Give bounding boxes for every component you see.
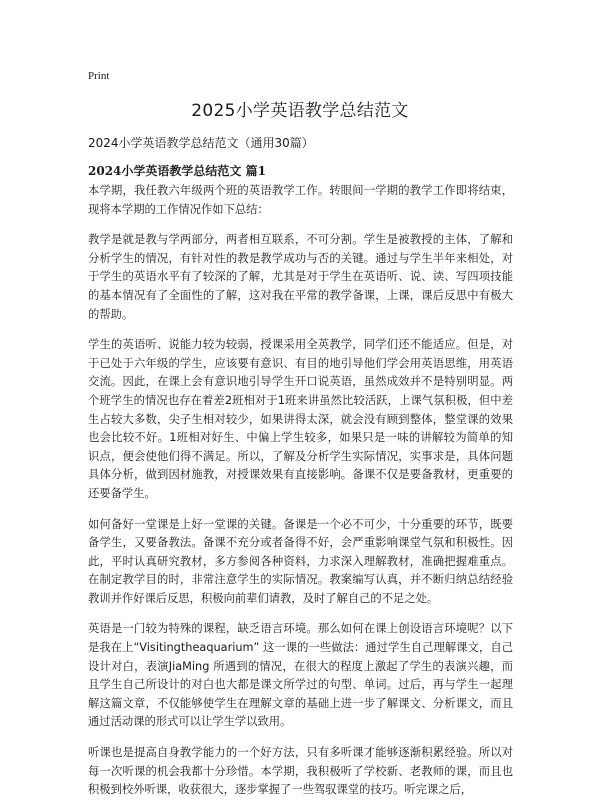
paragraph: 学生的英语听、说能力较为较弱，授课采用全英教学，同学们还不能适应。但是，对于已处于六年级的学生，应该要有意识、有目的地引导他们学会用英语思维，用英语交流。因此，在课上会有意识地引导学生开口说英语，虽然成效并不是特别明显。两个班学生的情况也存在着差2班相对于1班来讲虽然比较活跃，上课气氛积极，但中差生占较大多数，尖子生相对较少，如果讲得太深，就会没有顾到整体，整堂课的效果也会比较不好。1班相对好生、中偏上学生较多，如果只是一味的讲解较为简单的知识点，便会使他们得不满足。所以，了解及分析学生实际情况，实事求是，具体问题具体分析，做到因材施教，对授课效果有直接影响。备课不仅是要备教材，更重要的还要备学生。: [88, 338, 513, 500]
section-heading: 2024小学英语教学总结范文 篇1: [88, 164, 266, 178]
paragraph: 听课也是提高自身教学能力的一个好方法，只有多听课才能够逐渐积累经验。所以对每一次听课的机会我都十分珍惜。本学期，我积极听了学校新、老教师的课，而且也积极到校外听课，收获很大，逐步掌握了一些驾驭课堂的技巧。听完课之后，: [88, 746, 513, 797]
document-title: 2025小学英语教学总结范文: [191, 101, 409, 121]
paragraph: 英语是一门较为特殊的课程，缺乏语言环境。那么如何在课上创设语言环境呢？以下是我在上“Visitingtheaquarium” 这一课的一些做法：通过学生自己理解课文，自己设计对白，表演JiaMing 所遇到的情况，在很大的程度上激起了学生的表演兴趣，而且学生自己所设计的对白也大都是课文所学过的句型、单词。过后，再与学生一起理解这篇文章，不仅能够使学生在理解文章的基础上进一步了解课文、分析课文，而且通过活动课的形式可以让学生学以致用。: [88, 622, 513, 729]
body-text: [88, 182, 513, 812]
paragraph: 如何备好一堂课是上好一堂课的关键。备课是一个必不可少，十分重要的环节，既要备学生，又要备教法。备课不充分或者备得不好，会严重影响课堂气氛和积极性。因此，平时认真研究教材，多方参阅各种资料，力求深入理解教材，准确把握难重点。在制定教学目的时，非常注意学生的实际情况。教案编写认真，并不断归纳总结经验教训并作好课后反思，积极向前辈们请教，及时了解自己的不足之处。: [88, 517, 513, 605]
paragraph: 本学期，我任教六年级两个班的英语教学工作。转眼间一学期的教学工作即将结束，现将本学期的工作情况作如下总结：: [88, 184, 513, 216]
paragraph: 教学是就是教与学两部分，两者相互联系，不可分割。学生是被教授的主体，了解和分析学生的情况，有针对性的教是教学成功与否的关键。通过与学生半年来相处，对于学生的英语水平有了较深的了解，尤其是对于学生在英语听、说、读、写四项技能的基本情况有了全面性的了解，这对我在平常的教学备课，上课，课后反思中有极大的帮助。: [88, 233, 513, 321]
document-subtitle: 2024小学英语教学总结范文（通用30篇）: [88, 136, 314, 150]
print-label: Print: [88, 70, 110, 82]
